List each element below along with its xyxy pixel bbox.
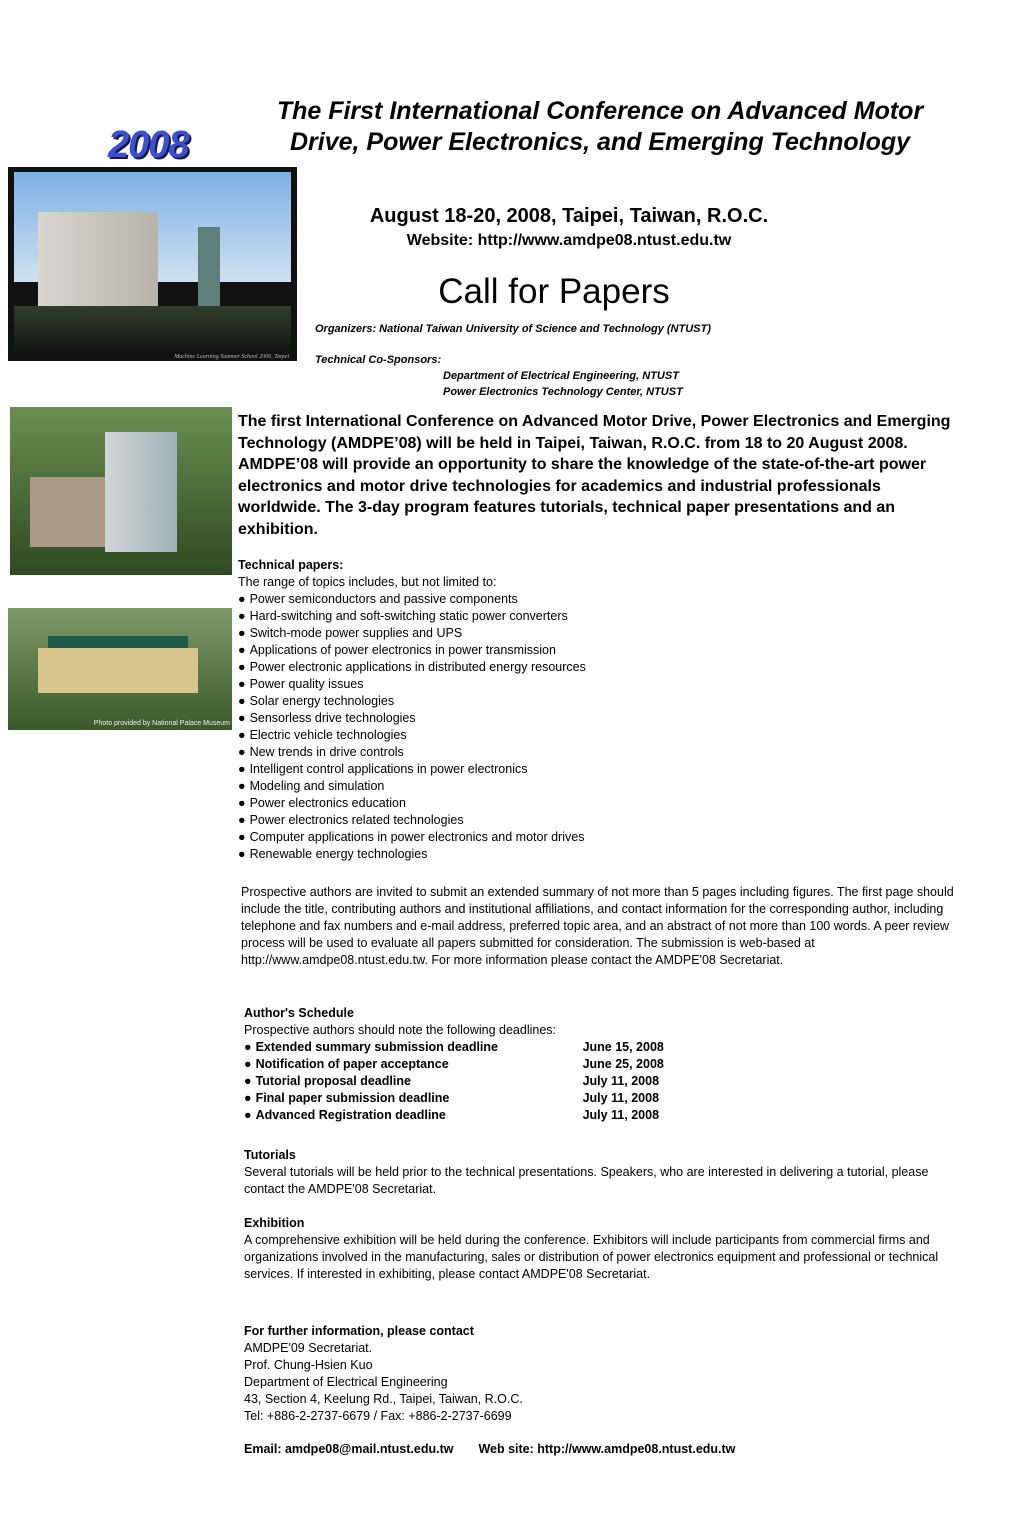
list-item: ● Electric vehicle technologies — [238, 727, 586, 744]
technical-papers-section — [238, 557, 586, 863]
list-item: ● Sensorless drive technologies — [238, 710, 586, 727]
contact-line: Prof. Chung-Hsien Kuo — [244, 1358, 373, 1372]
deadline-row — [244, 1056, 664, 1073]
list-item: ● Applications of power electronics in power transmission — [238, 642, 586, 659]
section-text: A comprehensive exhibition will be held during the conference. Exhibitors will include participants from commercial firms and organizations involved in the manufacturing, sales or distribution of power electronics equipment and professional or technical services. If interested in exhibiting, please contact AMDPE'08 Secretariat. — [244, 1233, 939, 1281]
topic-list — [238, 591, 586, 863]
author-schedule-section — [244, 1005, 664, 1124]
tutorials-section — [244, 1147, 944, 1198]
section-heading: For further information, please contact — [244, 1324, 474, 1338]
deadline-date: June 25, 2008 — [582, 1057, 664, 1071]
deadline-date: July 11, 2008 — [582, 1074, 660, 1088]
contact-section — [244, 1323, 944, 1425]
list-item: ● Power semiconductors and passive components — [238, 591, 586, 608]
deadline-row — [244, 1090, 664, 1107]
list-item: ● Hard-switching and soft-switching static power converters — [238, 608, 586, 625]
deadline-list — [244, 1039, 664, 1124]
contact-line: 43, Section 4, Keelung Rd., Taipei, Taiwan, R.O.C. — [244, 1392, 523, 1406]
deadline-label: ● Final paper submission deadline — [255, 1091, 450, 1105]
list-item: ● Renewable energy technologies — [238, 846, 586, 863]
deadline-row — [244, 1039, 664, 1056]
submission-paragraph: Prospective authors are invited to submit an extended summary of not more than 5 pages including figures. The first page should include the title, contributing authors and institutional affiliations, and contact information for the corresponding author, including telephone and fax numbers and e-mail address, preferred topic area, and an abstract of not more than 100 words. A peer review process will be used to evaluate all papers submitted for consideration. The submission is web-based at http://www.amdpe08.ntust.edu.tw. For more information please contact the AMDPE'08 Secretariat. — [241, 885, 954, 967]
photo-credit: Photo provided by National Palace Museum — [93, 720, 230, 727]
deadline-date: July 11, 2008 — [582, 1108, 660, 1122]
list-item: ● Power electronics related technologies — [238, 812, 586, 829]
list-item: ● Power electronics education — [238, 795, 586, 812]
section-heading: Author's Schedule — [244, 1006, 354, 1020]
contact-line: Tel: +886-2-2737-6679 / Fax: +886-2-2737-6699 — [244, 1409, 512, 1423]
list-item: ● Intelligent control applications in power electronics — [238, 761, 586, 778]
contact-line: Department of Electrical Engineering — [244, 1375, 448, 1389]
deadline-label: ● Tutorial proposal deadline — [255, 1074, 411, 1088]
palace-museum-photo — [8, 608, 232, 730]
email-website-line — [244, 1442, 735, 1456]
intro-paragraph: The first International Conference on Advanced Motor Drive, Power Electronics and Emerging Technology (AMDPE’08) will be held in Taipei, Taiwan, R.O.C. from 18 to 20 August 2008. AMDPE’08 will provide an opportunity to share the knowledge of the state-of-the-art power electronics and motor drive technologies for academics and industrial professionals worldwide. The 3-day program features tutorials, technical paper presentations and an exhibition. — [238, 413, 951, 538]
website-link[interactable]: Website: http://www.amdpe08.ntust.edu.tw — [406, 232, 732, 249]
list-item: ● Modeling and simulation — [238, 778, 586, 795]
co-sponsor-1: Department of Electrical Engineering, NTUST — [443, 370, 679, 382]
list-item: ● Computer applications in power electronics and motor drives — [238, 829, 586, 846]
co-sponsors-label: Technical Co-Sponsors: — [315, 354, 442, 366]
deadline-label: ● Extended summary submission deadline — [255, 1040, 498, 1054]
list-item: ● Solar energy technologies — [238, 693, 586, 710]
section-lead: Prospective authors should note the following deadlines: — [244, 1023, 557, 1037]
co-sponsor-2: Power Electronics Technology Center, NTUST — [443, 386, 683, 398]
contact-line: AMDPE'09 Secretariat. — [244, 1341, 373, 1355]
campus-photo — [8, 167, 297, 361]
list-item: ● Switch-mode power supplies and UPS — [238, 625, 586, 642]
list-item: ● New trends in drive controls — [238, 744, 586, 761]
section-heading: Exhibition — [244, 1216, 305, 1230]
deadline-date: June 15, 2008 — [582, 1040, 664, 1054]
date-location: August 18-20, 2008, Taipei, Taiwan, R.O.C. — [369, 205, 769, 227]
deadline-label: ● Notification of paper acceptance — [255, 1057, 449, 1071]
building-photo — [10, 407, 232, 575]
year-logo: 2008 — [108, 124, 189, 166]
exhibition-section — [244, 1215, 944, 1283]
photo-caption: Machine Learning Summer School 2006, Taipei — [174, 354, 289, 360]
section-text: Several tutorials will be held prior to the technical presentations. Speakers, who are interested in delivering a tutorial, please contact the AMDPE'08 Secretariat. — [244, 1165, 929, 1196]
section-heading: Tutorials — [244, 1148, 296, 1162]
deadline-row — [244, 1073, 664, 1090]
email-link[interactable]: Email: amdpe08@mail.ntust.edu.tw — [244, 1442, 454, 1456]
section-lead: The range of topics includes, but not limited to: — [238, 575, 497, 589]
deadline-label: ● Advanced Registration deadline — [255, 1108, 446, 1122]
deadline-row — [244, 1107, 664, 1124]
list-item: ● Power quality issues — [238, 676, 586, 693]
website-link-footer[interactable]: Web site: http://www.amdpe08.ntust.edu.tw — [478, 1442, 736, 1456]
section-heading: Technical papers: — [238, 558, 344, 572]
deadline-date: July 11, 2008 — [582, 1091, 660, 1105]
page-title: The First International Conference on Advanced Motor Drive, Power Electronics, and Emerging Technology — [276, 97, 924, 156]
organizers: Organizers: National Taiwan University of Science and Technology (NTUST) — [315, 323, 711, 335]
call-for-papers-heading: Call for Papers — [438, 272, 670, 311]
list-item: ● Power electronic applications in distributed energy resources — [238, 659, 586, 676]
